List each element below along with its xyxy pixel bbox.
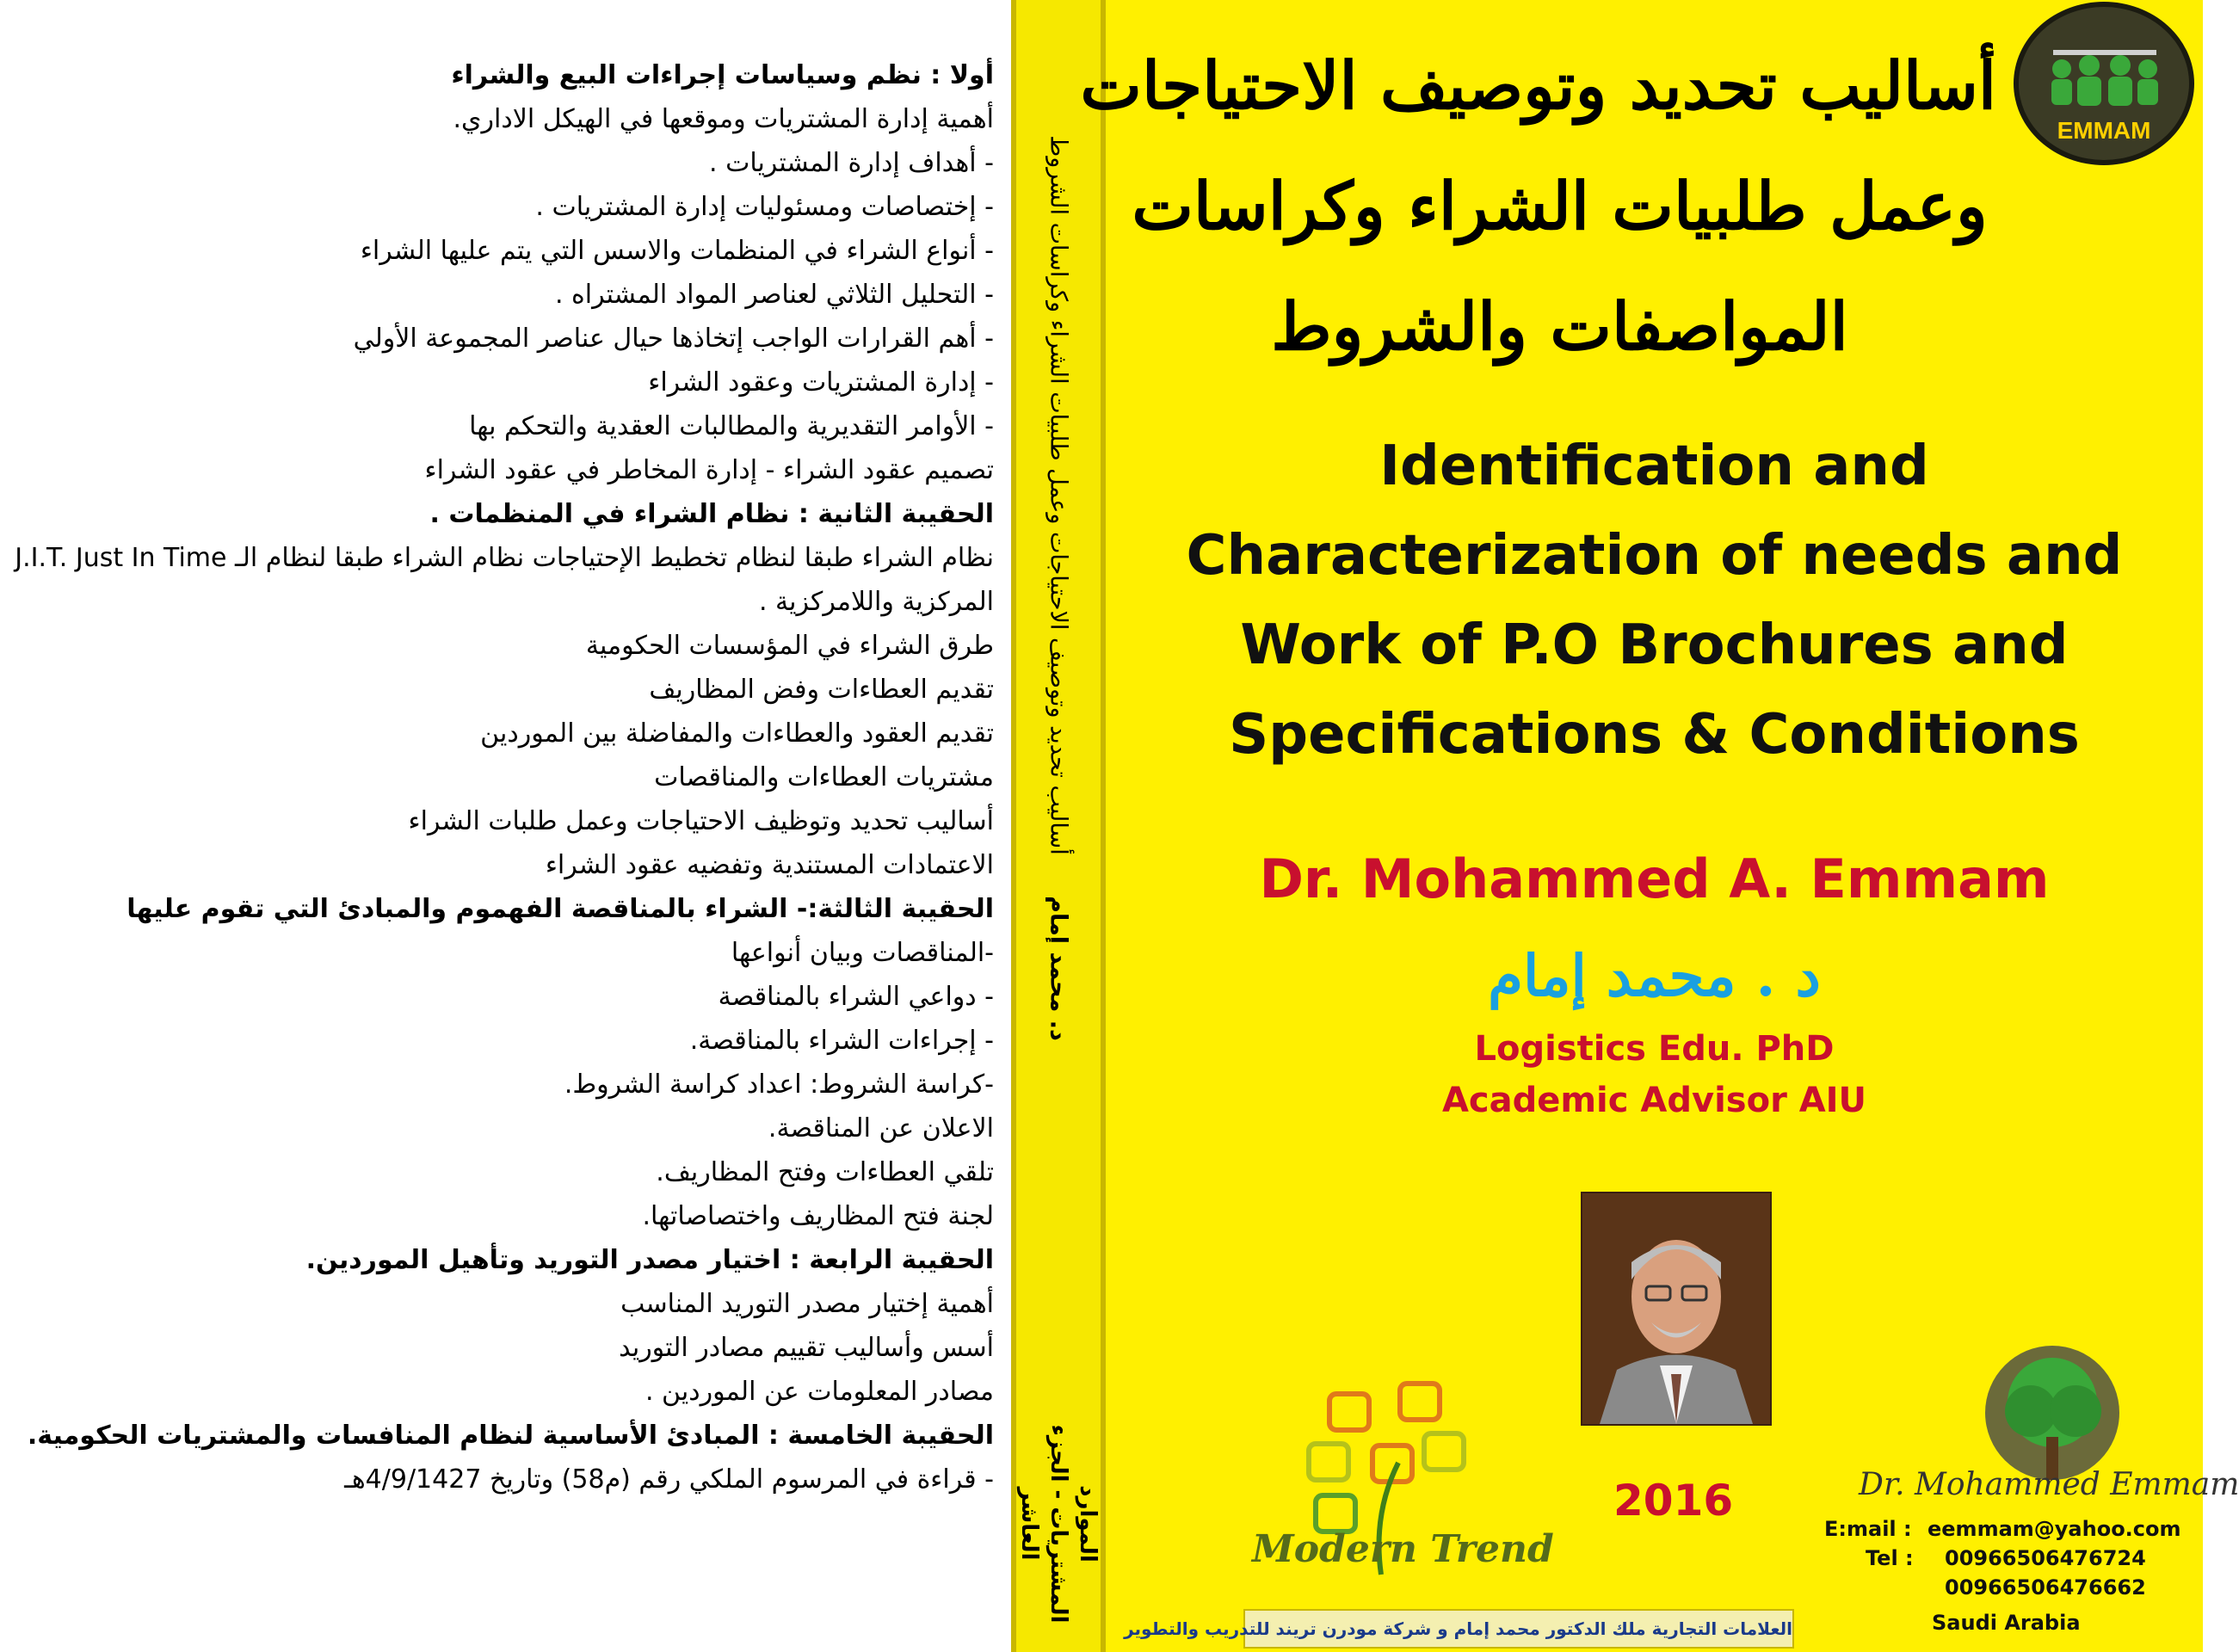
contents-line: طرق الشراء في المؤسسات الحكومية	[585, 631, 994, 661]
contents-line: أساليب تحديد وتوظيف الاحتياجات وعمل طلبات الشراء	[408, 806, 994, 836]
contents-line: - أهداف إدارة المشتريات .	[709, 148, 994, 178]
spine-title: أساليب تحديد وتوصيف الاحتياجات وعمل طلبيات الشراء وكراسات الشروط	[1045, 135, 1072, 855]
english-title	[1106, 422, 2203, 780]
people-group-icon	[2045, 50, 2165, 119]
contents-line: الاعتمادات المستندية وتفضيه عقود الشراء	[545, 850, 994, 880]
contents-line: الاعلان عن المناقصة.	[768, 1113, 994, 1143]
contents-line: نظام الشراء طبقا لنظام تخطيط الإحتياجات نظام الشراء طبقا لنظام الـ J.I.T. Just In Time	[15, 543, 994, 573]
contents-line: أسس وأساليب تقييم مصادر التوريد	[619, 1333, 994, 1363]
tel-label: Tel :	[1866, 1546, 1914, 1570]
contents-line: لجنة فتح المظاريف واختصاصاتها.	[642, 1201, 994, 1231]
logo-top-text: EMMAM	[2057, 117, 2151, 144]
emmam-logo-icon	[2014, 2, 2194, 165]
contents-line: - إجراءات الشراء بالمناقصة.	[689, 1026, 994, 1056]
email-address[interactable]: eemmam@yahoo.com	[1928, 1517, 2181, 1541]
english-title-line-3: Work of P.O Brochures and	[1240, 613, 2069, 677]
contents-line: - أنواع الشراء في المنظمات والاسس التي يتم عليها الشراء	[360, 236, 994, 266]
author-position: Academic Advisor AIU	[1441, 1081, 1867, 1120]
contents-line: تقديم العقود والعطاءات والمفاضلة بين الموردين	[480, 718, 994, 749]
author-name-en: Dr. Mohammed A. Emmam	[1259, 848, 2050, 910]
english-title-line-2: Characterization of needs and	[1186, 524, 2123, 588]
contents-line: - الأوامر التقديرية والمطالبات العقدية والتحكم بها	[469, 411, 994, 441]
contents-line: أهمية إدارة المشتريات وموقعها في الهيكل الاداري.	[453, 104, 994, 134]
contents-line: أهمية إختيار مصدر التوريد المناسب	[620, 1289, 994, 1319]
contents-line: -كراسة الشروط: اعداد كراسة الشروط.	[564, 1069, 994, 1100]
publication-year: 2016	[1613, 1476, 1734, 1526]
back-cover	[0, 0, 1011, 1652]
spine-series-line1: الموارد	[1075, 1485, 1101, 1563]
spine-series	[1015, 1421, 1102, 1627]
contents-line: -المناقصات وبيان أنواعها	[731, 938, 994, 968]
contents-line: - التحليل الثلاثي لعناصر المواد المشتراه .	[554, 280, 994, 310]
modern-trend-brand: Modern Trend	[1252, 1527, 1554, 1571]
section-heading: الحقيبة الخامسة : المبادئ الأساسية لنظام المنافسات والمشتريات الحكومية.	[27, 1421, 994, 1451]
tel-number-1: 00966506476724	[1945, 1546, 2146, 1570]
contents-line: مصادر المعلومات عن الموردين .	[645, 1377, 994, 1407]
author-name-ar: د . محمد إمام	[1488, 942, 1821, 1009]
contents-line: - قراءة في المرسوم الملكي رقم (م58) وتاريخ 4/9/1427هـ	[344, 1464, 994, 1495]
arabic-title-line-1: أساليب تحديد وتوصيف الاحتياجات	[1080, 47, 1996, 124]
author-portrait-icon	[1582, 1193, 1770, 1424]
contents-line: - أهم القرارات الواجب إتخاذها حيال عناصر المجموعة الأولي	[353, 324, 994, 354]
contents-line: تصميم عقود الشراء - إدارة المخاطر في عقود الشراء	[424, 455, 994, 485]
trademark-note: العلامات التجارية ملك الدكتور محمد إمام و شركة مودرن تريند للتدريب والتطوير	[1243, 1609, 1794, 1649]
contents-line: تقديم العطاءات وفض المظاريف	[649, 675, 994, 705]
arabic-title	[1080, 26, 1996, 387]
arabic-title-line-3: المواصفات والشروط	[1271, 288, 1848, 365]
contents-line: مشتريات العطاءات والمناقصات	[654, 762, 994, 792]
english-title-line-4: Specifications & Conditions	[1229, 703, 2080, 767]
spine-author: د. محمد إمام	[1045, 896, 1072, 1041]
contents-line: - دواعي الشراء بالمناقصة	[718, 982, 994, 1012]
book-spine	[1011, 0, 1106, 1652]
back-cover-contents	[4, 53, 994, 1501]
section-heading: أولا : نظم وسياسات إجراءات البيع والشراء	[451, 60, 994, 90]
contents-line: المركزية واللامركزية .	[758, 587, 994, 617]
country: Saudi Arabia	[1932, 1611, 2081, 1635]
english-title-line-1: Identification and	[1379, 435, 1929, 498]
contents-line: - إدارة المشتريات وعقود الشراء	[648, 367, 994, 398]
section-heading: الحقيبة الرابعة : اختيار مصدر التوريد وتأهيل الموردين.	[305, 1245, 994, 1275]
tel-number-2: 00966506476662	[1945, 1575, 2146, 1600]
arabic-title-line-2: وعمل طلبيات الشراء وكراسات	[1132, 168, 1988, 244]
contents-line: - إختصاصات ومسئوليات إدارة المشتريات .	[535, 192, 994, 222]
author-signature: Dr. Mohammed Emmam	[1859, 1467, 2239, 1502]
email-label: E:mail :	[1824, 1517, 1912, 1541]
spine-series-line2: المشتريات - الجزء العاشر	[1016, 1424, 1071, 1624]
section-heading: الحقيبة الثالثة:- الشراء بالمناقصة الفهموم والمبادئ التي تقوم عليها	[126, 894, 994, 924]
contents-line: تلقي العطاءات وفتح المظاريف.	[656, 1157, 994, 1187]
author-photo	[1581, 1192, 1772, 1426]
author-degree: Logistics Edu. PhD	[1474, 1029, 1835, 1069]
section-heading: الحقيبة الثانية : نظام الشراء في المنظمات .	[429, 499, 994, 529]
